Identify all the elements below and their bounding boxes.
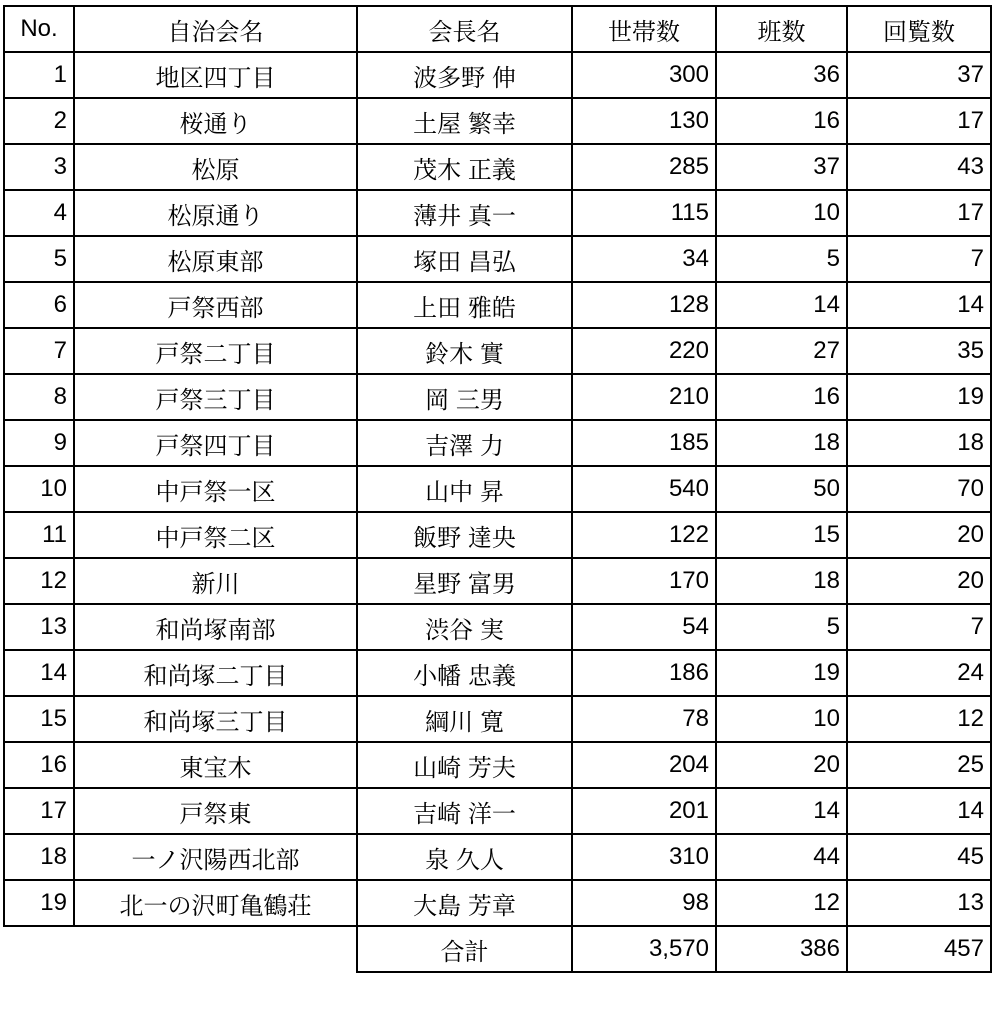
cell-president-name: 吉澤 力: [357, 420, 572, 466]
cell-circulars: 14: [847, 788, 991, 834]
cell-no: 15: [4, 696, 74, 742]
table-row: [4, 650, 991, 696]
cell-no: 11: [4, 512, 74, 558]
cell-association-name: 東宝木: [74, 742, 357, 788]
cell-no: 19: [4, 880, 74, 926]
cell-groups: 14: [716, 788, 847, 834]
cell-circulars: 14: [847, 282, 991, 328]
cell-households: 285: [572, 144, 716, 190]
association-table: [3, 5, 992, 973]
header-groups: 班数: [716, 6, 847, 52]
cell-groups: 18: [716, 558, 847, 604]
table-row: [4, 788, 991, 834]
header-no: No.: [4, 6, 74, 52]
cell-households: 115: [572, 190, 716, 236]
cell-circulars: 25: [847, 742, 991, 788]
cell-no: 18: [4, 834, 74, 880]
cell-circulars: 45: [847, 834, 991, 880]
cell-no: 12: [4, 558, 74, 604]
cell-households: 98: [572, 880, 716, 926]
cell-circulars: 20: [847, 558, 991, 604]
cell-households: 128: [572, 282, 716, 328]
cell-president-name: 茂木 正義: [357, 144, 572, 190]
cell-groups: 10: [716, 190, 847, 236]
cell-circulars: 7: [847, 236, 991, 282]
cell-groups: 36: [716, 52, 847, 98]
cell-association-name: 松原通り: [74, 190, 357, 236]
cell-groups: 16: [716, 374, 847, 420]
cell-groups: 10: [716, 696, 847, 742]
cell-president-name: 塚田 昌弘: [357, 236, 572, 282]
cell-president-name: 飯野 達央: [357, 512, 572, 558]
cell-association-name: 和尚塚二丁目: [74, 650, 357, 696]
cell-no: 8: [4, 374, 74, 420]
cell-households: 310: [572, 834, 716, 880]
cell-association-name: 戸祭三丁目: [74, 374, 357, 420]
table-row: [4, 52, 991, 98]
cell-circulars: 70: [847, 466, 991, 512]
cell-president-name: 泉 久人: [357, 834, 572, 880]
header-row: [4, 6, 991, 52]
cell-circulars: 13: [847, 880, 991, 926]
cell-circulars: 24: [847, 650, 991, 696]
cell-association-name: 戸祭二丁目: [74, 328, 357, 374]
cell-groups: 19: [716, 650, 847, 696]
table-row: [4, 190, 991, 236]
cell-circulars: 20: [847, 512, 991, 558]
total-row-spacer: [4, 926, 357, 972]
cell-no: 2: [4, 98, 74, 144]
cell-circulars: 18: [847, 420, 991, 466]
cell-groups: 37: [716, 144, 847, 190]
cell-circulars: 17: [847, 98, 991, 144]
cell-association-name: 和尚塚三丁目: [74, 696, 357, 742]
cell-households: 54: [572, 604, 716, 650]
cell-groups: 27: [716, 328, 847, 374]
cell-association-name: 一ノ沢陽西北部: [74, 834, 357, 880]
cell-association-name: 中戸祭二区: [74, 512, 357, 558]
table-row: [4, 558, 991, 604]
cell-president-name: 上田 雅皓: [357, 282, 572, 328]
cell-association-name: 新川: [74, 558, 357, 604]
cell-president-name: 吉崎 洋一: [357, 788, 572, 834]
cell-groups: 20: [716, 742, 847, 788]
cell-no: 14: [4, 650, 74, 696]
cell-association-name: 地区四丁目: [74, 52, 357, 98]
cell-no: 6: [4, 282, 74, 328]
cell-households: 300: [572, 52, 716, 98]
cell-circulars: 35: [847, 328, 991, 374]
cell-president-name: 星野 富男: [357, 558, 572, 604]
total-row: [4, 926, 991, 972]
cell-association-name: 松原東部: [74, 236, 357, 282]
table-row: [4, 98, 991, 144]
cell-groups: 44: [716, 834, 847, 880]
table-row: [4, 880, 991, 926]
total-groups: 386: [716, 926, 847, 972]
cell-no: 16: [4, 742, 74, 788]
cell-groups: 14: [716, 282, 847, 328]
table-row: [4, 742, 991, 788]
cell-households: 34: [572, 236, 716, 282]
cell-circulars: 37: [847, 52, 991, 98]
cell-no: 9: [4, 420, 74, 466]
table-row: [4, 512, 991, 558]
cell-association-name: 北一の沢町亀鶴荘: [74, 880, 357, 926]
table-row: [4, 236, 991, 282]
cell-president-name: 波多野 伸: [357, 52, 572, 98]
header-president-name: 会長名: [357, 6, 572, 52]
cell-households: 122: [572, 512, 716, 558]
cell-association-name: 和尚塚南部: [74, 604, 357, 650]
cell-circulars: 19: [847, 374, 991, 420]
cell-groups: 15: [716, 512, 847, 558]
cell-president-name: 山崎 芳夫: [357, 742, 572, 788]
table-row: [4, 834, 991, 880]
cell-groups: 18: [716, 420, 847, 466]
cell-president-name: 土屋 繁幸: [357, 98, 572, 144]
cell-households: 210: [572, 374, 716, 420]
cell-association-name: 戸祭東: [74, 788, 357, 834]
cell-association-name: 戸祭西部: [74, 282, 357, 328]
cell-groups: 5: [716, 604, 847, 650]
cell-association-name: 松原: [74, 144, 357, 190]
header-association-name: 自治会名: [74, 6, 357, 52]
cell-no: 3: [4, 144, 74, 190]
total-circulars: 457: [847, 926, 991, 972]
cell-circulars: 17: [847, 190, 991, 236]
table-container: [3, 5, 992, 973]
table-row: [4, 466, 991, 512]
cell-no: 17: [4, 788, 74, 834]
cell-groups: 5: [716, 236, 847, 282]
cell-households: 185: [572, 420, 716, 466]
cell-president-name: 大島 芳章: [357, 880, 572, 926]
cell-president-name: 小幡 忠義: [357, 650, 572, 696]
table-row: [4, 696, 991, 742]
cell-groups: 16: [716, 98, 847, 144]
cell-circulars: 7: [847, 604, 991, 650]
cell-president-name: 鈴木 實: [357, 328, 572, 374]
cell-no: 10: [4, 466, 74, 512]
table-row: [4, 604, 991, 650]
cell-households: 170: [572, 558, 716, 604]
cell-no: 5: [4, 236, 74, 282]
cell-no: 4: [4, 190, 74, 236]
cell-circulars: 12: [847, 696, 991, 742]
cell-no: 13: [4, 604, 74, 650]
header-circulars: 回覧数: [847, 6, 991, 52]
header-households: 世帯数: [572, 6, 716, 52]
cell-households: 204: [572, 742, 716, 788]
cell-households: 130: [572, 98, 716, 144]
cell-households: 201: [572, 788, 716, 834]
cell-groups: 50: [716, 466, 847, 512]
cell-no: 7: [4, 328, 74, 374]
table-row: [4, 328, 991, 374]
cell-groups: 12: [716, 880, 847, 926]
table-row: [4, 144, 991, 190]
cell-president-name: 山中 昇: [357, 466, 572, 512]
cell-households: 78: [572, 696, 716, 742]
table-row: [4, 420, 991, 466]
cell-president-name: 薄井 真一: [357, 190, 572, 236]
cell-president-name: 渋谷 実: [357, 604, 572, 650]
cell-association-name: 戸祭四丁目: [74, 420, 357, 466]
table-row: [4, 282, 991, 328]
cell-president-name: 綱川 寛: [357, 696, 572, 742]
cell-households: 186: [572, 650, 716, 696]
cell-households: 220: [572, 328, 716, 374]
total-households: 3,570: [572, 926, 716, 972]
cell-households: 540: [572, 466, 716, 512]
cell-association-name: 中戸祭一区: [74, 466, 357, 512]
total-label: 合計: [357, 926, 572, 972]
cell-president-name: 岡 三男: [357, 374, 572, 420]
table-row: [4, 374, 991, 420]
cell-association-name: 桜通り: [74, 98, 357, 144]
cell-circulars: 43: [847, 144, 991, 190]
cell-no: 1: [4, 52, 74, 98]
